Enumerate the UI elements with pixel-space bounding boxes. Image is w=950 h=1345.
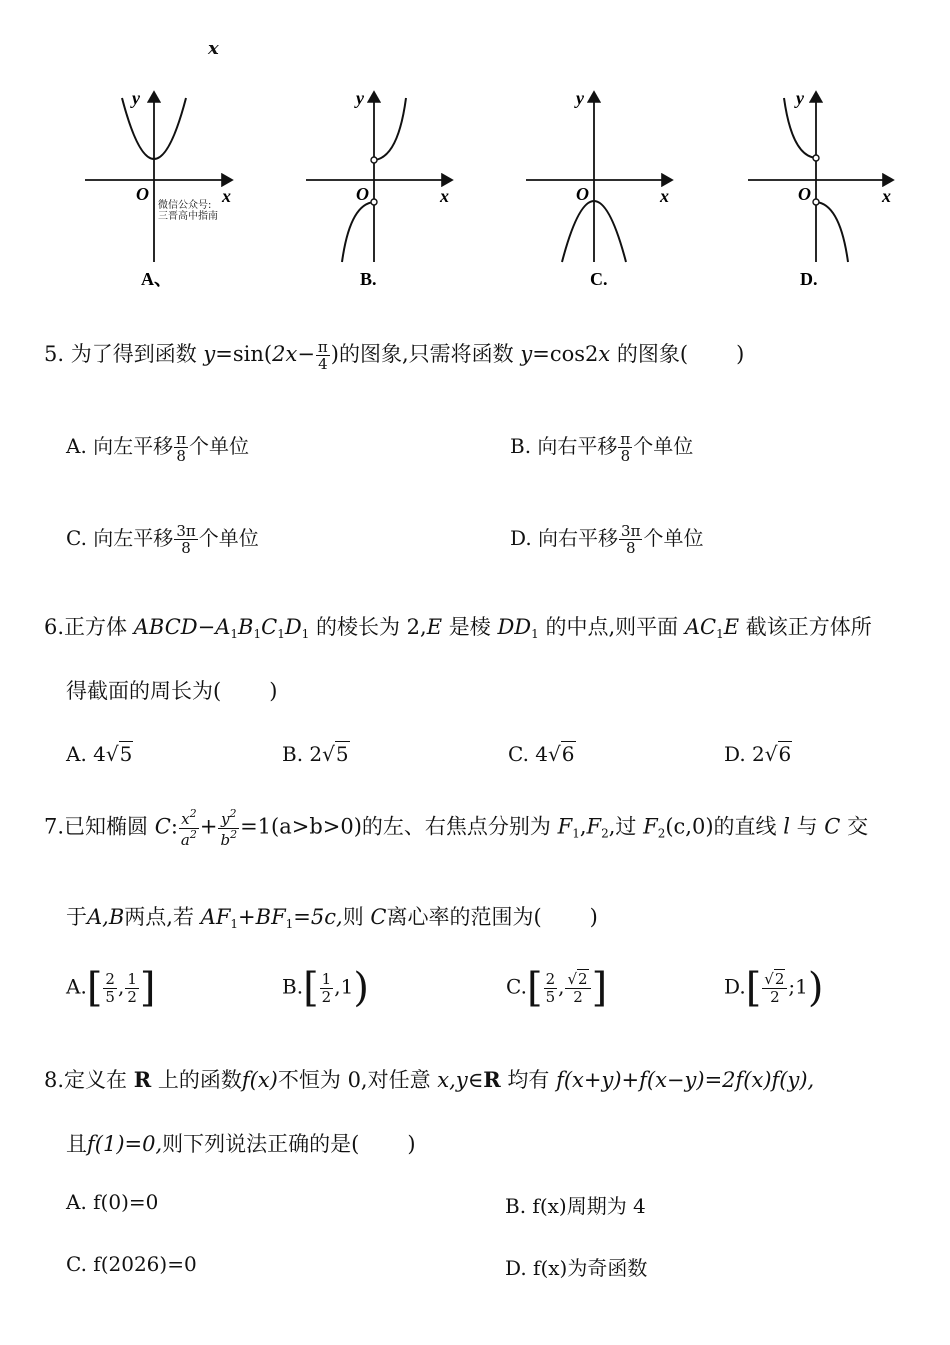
graph-b-origin: O xyxy=(356,184,369,204)
q5-option-a[interactable]: A. 向左平移 $\frac{\pi}{8}$ 个单位 xyxy=(66,429,250,465)
graph-c-label: C. xyxy=(590,269,608,289)
question-7-line-2: 于A,B两点,若 $AF_1+BF_1=5c$,则 C离心率的范围为( ) xyxy=(66,905,598,931)
graph-b xyxy=(306,88,452,289)
q5-x: x xyxy=(598,342,611,366)
question-6-line-2: 得截面的周长为( ) xyxy=(66,679,278,703)
graph-d-y-label: y xyxy=(796,88,804,108)
graph-c xyxy=(526,88,672,289)
graph-b-y-label: y xyxy=(356,88,364,108)
graph-a-origin: O xyxy=(136,184,149,204)
graph-b-curve-left xyxy=(342,202,374,262)
q5-2x-minus: 2x− xyxy=(272,342,315,366)
top-fragment-x: x xyxy=(208,38,219,59)
graph-b-label: B. xyxy=(360,269,377,289)
q5-text-a: 为了得到函数 xyxy=(70,342,197,366)
q6-option-d[interactable]: D. 2√6 xyxy=(724,742,792,766)
graph-c-x-label: x xyxy=(660,186,669,206)
graph-a-x-label: x xyxy=(222,186,231,206)
watermark xyxy=(158,200,218,222)
q7-option-a[interactable]: A.[ $\frac{2}{5}$ , $\frac{1}{2}$ ] xyxy=(66,965,156,1011)
q5-text-b: 的图象,只需将函数 xyxy=(338,342,514,366)
watermark-line-2: 三晋高中指南 xyxy=(158,211,218,222)
graph-d xyxy=(748,88,893,289)
question-8-line-2: 且f(1)=0,则下列说法正确的是( ) xyxy=(66,1132,416,1156)
graph-d-label: D. xyxy=(800,269,818,289)
q6-option-b[interactable]: B. 2√5 xyxy=(282,742,349,766)
graph-b-curve-right xyxy=(374,98,406,160)
graph-a xyxy=(85,88,232,289)
q5-pi-over-4: $\frac{\pi}{4}$ xyxy=(317,337,328,373)
q8-option-a[interactable]: A. f(0)=0 xyxy=(66,1190,159,1214)
q5-sin: =sin( xyxy=(215,342,273,366)
graph-d-x-label: x xyxy=(882,186,891,206)
graph-options xyxy=(0,80,950,300)
watermark-line-1: 微信公众号: xyxy=(158,200,212,211)
q7-option-d[interactable]: D.[ $\frac{√2}{2}$ ;1) xyxy=(724,965,824,1011)
question-7: 7.已知椭圆 C: $\frac{x^2}{a^2}$ + $\frac{y^2}{b^2}$ =1(a>b>0)的左、右焦点分别为 $F_1,F_2$,过 $F_2(c,0)$的直线 l 与 C 交 xyxy=(44,807,869,849)
q8-option-c[interactable]: C. f(2026)=0 xyxy=(66,1252,197,1276)
q5-y: y xyxy=(203,342,216,366)
graph-c-origin: O xyxy=(576,184,589,204)
q7-option-c[interactable]: C.[ $\frac{2}{5}$ , $\frac{√2}{2}$ ] xyxy=(506,965,608,1011)
q5-close-paren: ) xyxy=(330,342,339,366)
question-6: 6.正方体 $ABCD-A_1B_1C_1D_1$ 的棱长为 2,E 是棱 $DD_1$ 的中点,则平面 $AC_1E$ 截该正方体所 xyxy=(44,615,872,641)
q5-cos: =cos2 xyxy=(532,342,599,366)
graph-d-origin: O xyxy=(798,184,811,204)
q5-option-c[interactable]: C. 向左平移 $\frac{3\pi}{8}$ 个单位 xyxy=(66,521,259,557)
q5-option-d[interactable]: D. 向右平移 $\frac{3\pi}{8}$ 个单位 xyxy=(510,521,704,557)
question-8: 8.定义在 R 上的函数f(x)不恒为 0,对任意 x,y∈R 均有 f(x+y)+f(x−y)=2f(x)f(y), xyxy=(44,1067,815,1092)
q5-text-c: 的图象( xyxy=(616,342,689,366)
q7-option-b[interactable]: B.[ $\frac{1}{2}$ ,1) xyxy=(282,965,369,1011)
question-5 xyxy=(44,338,744,373)
q5-number: 5. xyxy=(44,342,65,366)
q5-y2: y xyxy=(520,342,533,366)
q6-option-a[interactable]: A. 4√5 xyxy=(66,742,133,766)
q5-option-b[interactable]: B. 向右平移 $\frac{\pi}{8}$ 个单位 xyxy=(510,429,694,465)
graph-d-curve-right xyxy=(816,202,848,262)
graph-a-label: A、 xyxy=(141,269,172,289)
q6-option-c[interactable]: C. 4√6 xyxy=(508,742,575,766)
graph-c-y-label: y xyxy=(576,88,584,108)
graph-b-x-label: x xyxy=(440,186,449,206)
graph-a-y-label: y xyxy=(132,88,140,108)
q8-option-d[interactable]: D. f(x)为奇函数 xyxy=(505,1256,648,1280)
q8-option-b[interactable]: B. f(x)周期为 4 xyxy=(505,1194,646,1218)
q5-blank-close: ) xyxy=(736,342,745,366)
